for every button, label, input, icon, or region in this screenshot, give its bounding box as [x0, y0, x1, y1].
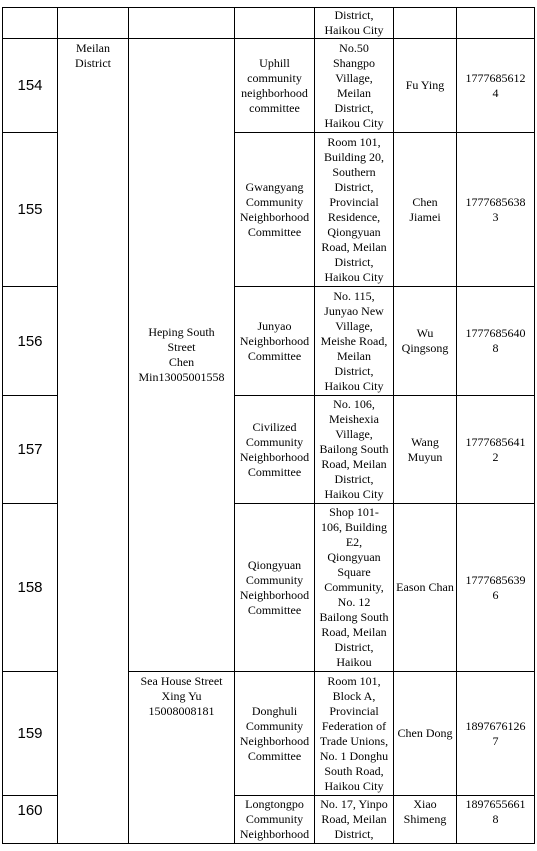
row-line-top — [2, 7, 535, 8]
address-cell: Shop 101- 106, Building E2, Qiongyuan Square Community, No. 12 Bailong South Road, Meilan District, Haikou — [319, 505, 389, 669]
phone-cell: 1777685640 8 — [465, 326, 526, 355]
phone-cell: 1777685641 2 — [465, 434, 526, 464]
row-number: 159 — [17, 725, 43, 742]
phone-cell: 1897676126 7 — [465, 718, 526, 748]
top-partial-address-text: District, Haikou City — [324, 8, 384, 37]
street-sea-house-text: Sea House Street Xing Yu 15008008181 — [140, 674, 223, 718]
contact-person-cell: Wang Muyun — [407, 434, 443, 464]
contact-person-cell: Chen Jiamei — [409, 194, 441, 224]
contact-person-cell: Fu Ying — [405, 78, 445, 92]
committee-cell: Gwangyang Community Neighborhood Committee — [239, 179, 310, 239]
row-number: 155 — [17, 201, 43, 218]
row-number: 154 — [17, 77, 43, 94]
phone-cell: 1897655661 8 — [465, 797, 526, 826]
district-name: Meilan District — [75, 41, 111, 70]
address-cell: No. 106, Meishexia Village, Bailong South Road, Meilan District, Haikou City — [319, 397, 389, 501]
row-line-g2 — [234, 795, 535, 796]
street-heping-text: Heping South Street Chen Min13005001558 — [138, 325, 225, 384]
phone-cell: 1777685639 6 — [465, 572, 526, 602]
district-cell — [58, 40, 128, 843]
committee-cell: Civilized Community Neighborhood Committee — [239, 419, 310, 479]
row-number: 157 — [17, 441, 43, 458]
committee-cell: Junyao Neighborhood Committee — [239, 318, 310, 363]
phone-cell: 1777685612 4 — [465, 70, 526, 100]
street-cell-sea-house — [129, 672, 234, 843]
committee-cell: Uphill community neighborhood committee — [241, 55, 308, 115]
row-number: 156 — [17, 332, 43, 350]
row-number: 158 — [17, 579, 43, 596]
address-cell: Room 101, Block A, Provincial Federation of Trade Unions, No. 1 Donghu South Road, Haikou City — [319, 673, 389, 793]
committee-cell: Donghuli Community Neighborhood Committee — [239, 703, 310, 763]
contact-person-cell: Chen Dong — [397, 726, 453, 740]
contact-person-cell: Eason Chan — [396, 580, 454, 594]
committee-cell: Qiongyuan Community Neighborhood Committee — [239, 557, 310, 617]
street-cell-heping — [129, 39, 234, 671]
address-cell: Room 101, Building 20, Southern District, Provincial Residence, Qiongyuan Road, Meilan District, Haikou City — [321, 134, 387, 284]
contact-person-cell: Wu Qingsong — [401, 326, 449, 355]
phone-cell: 1777685638 3 — [465, 194, 526, 224]
committee-cell: Longtongpo Community Neighborhood — [239, 797, 310, 841]
top-partial-address — [315, 8, 393, 38]
contact-person-cell: Xiao Shimeng — [403, 797, 447, 826]
address-cell: No. 17, Yinpo Road, Meilan District, — [320, 797, 388, 841]
row-line-bottom — [2, 843, 535, 844]
row-number: 160 — [17, 801, 43, 819]
address-cell: No.50 Shangpo Village, Meilan District, Haikou City — [324, 40, 384, 130]
address-cell: No. 115, Junyao New Village, Meishe Road, Meilan District, Haikou City — [320, 288, 388, 393]
